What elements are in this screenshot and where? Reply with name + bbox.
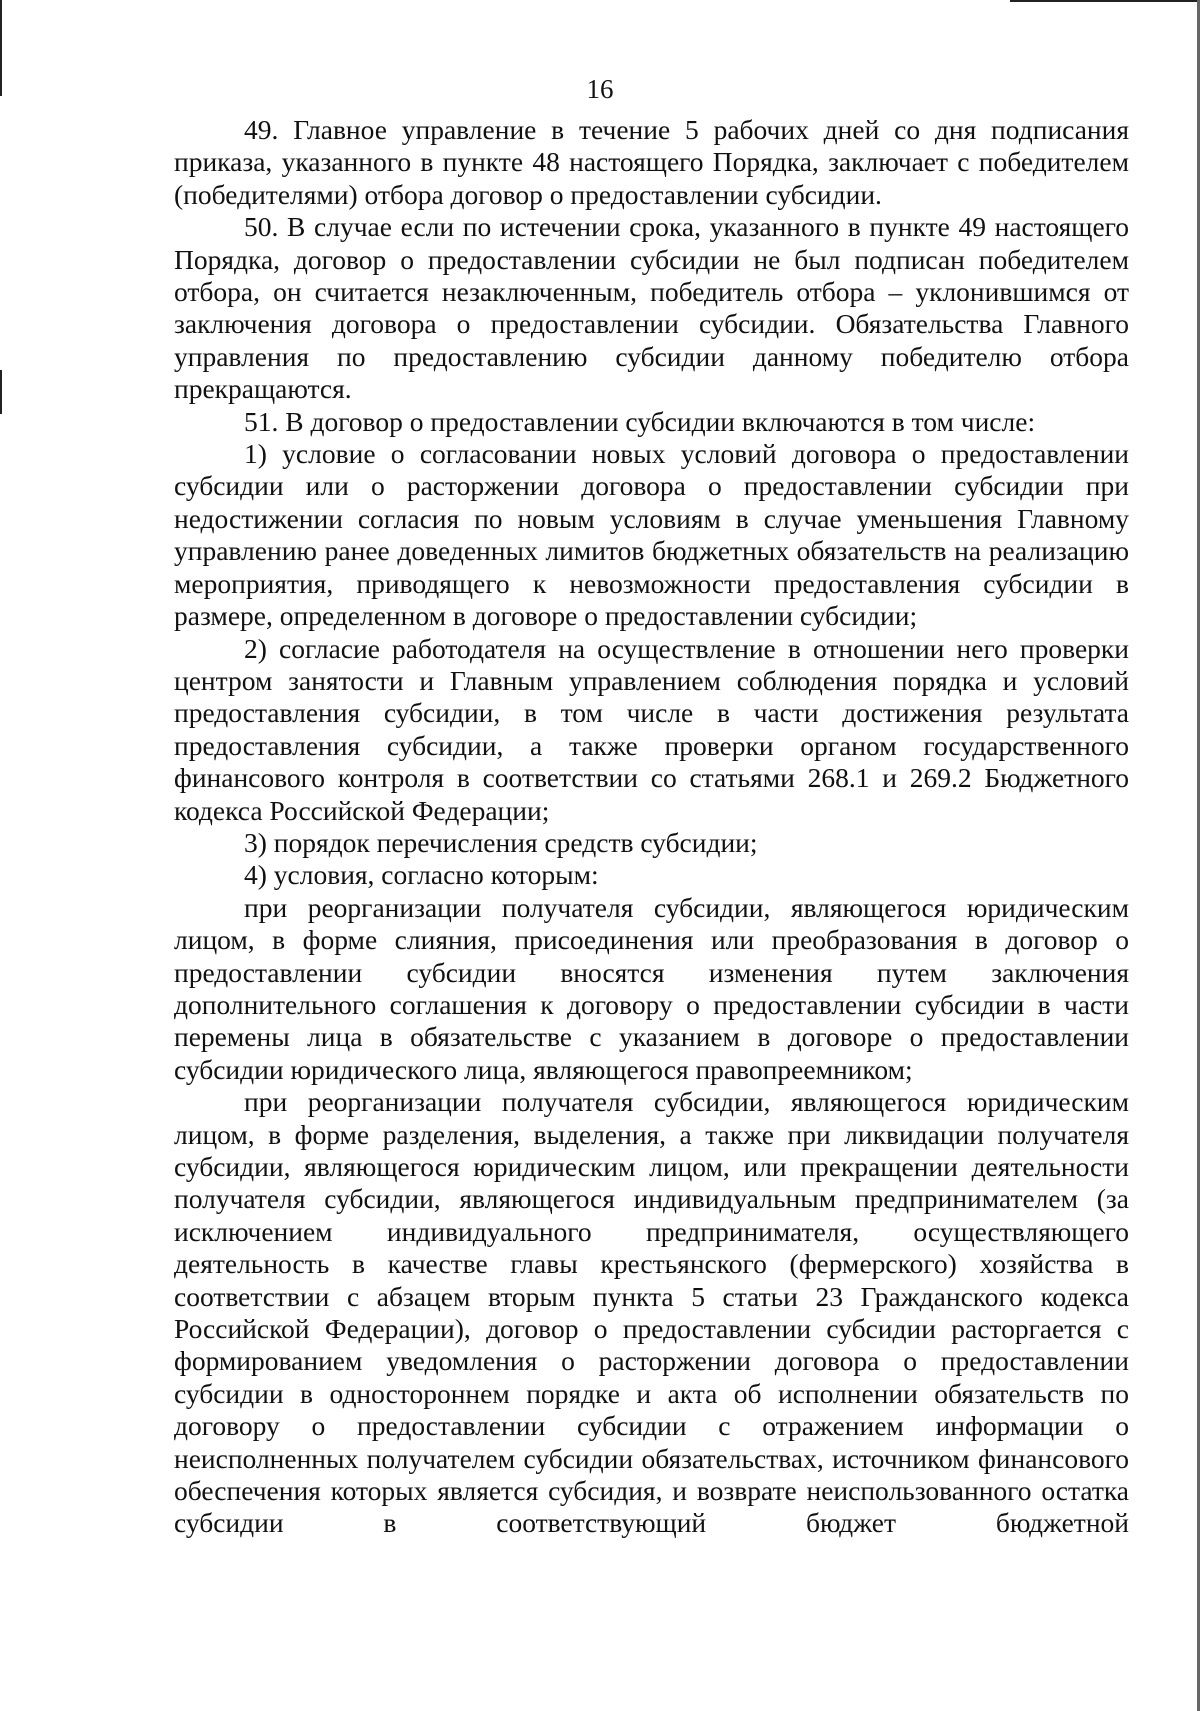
- scan-edge-mark-top-right: [1010, 0, 1200, 2]
- paragraph-49: 49. Главное управление в течение 5 рабочих дней со дня подписания приказа, указанного в пункте 48 настоящего Порядка, заключает с победителем (победителями) отбора договор о предоставлении субсидии.: [174, 114, 1129, 210]
- condition-reorganization-merger: при реорганизации получателя субсидии, являющегося юридическим лицом, в форме слияния, присоединения или преобразования в договор о предоставлении субсидии вносятся изменения путем заключения дополнительного соглашения к договору о предоставлении субсидии в части перемены лица в обязательстве с указанием в договоре о предоставлении субсидии юридического лица, являющегося правопреемником;: [174, 891, 1129, 1085]
- condition-reorganization-division: при реорганизации получателя субсидии, являющегося юридическим лицом, в форме разделения, выделения, а также при ликвидации получателя субсидии, являющегося юридическим лицом, или прекращении деятельности получателя субсидии, являющегося индивидуальным предпринимателем (за исключением индивидуального предпринимателя, осуществляющего деятельность в качестве главы крестьянского (фермерского) хозяйства в соответствии с абзацем вторым пункта 5 статьи 23 Гражданского кодекса Российской Федерации), договор о предоставлении субсидии расторгается с формированием уведомления о расторжении договора о предоставлении субсидии в одностороннем порядке и акта об исполнении обязательств по договору о предоставлении субсидии с отражением информации о неисполненных получателем субсидии обязательствах, источником финансового обеспечения которых является субсидия, и возврате неиспользованного остатка субсидии в соответствующий бюджет бюджетной: [174, 1086, 1129, 1539]
- list-item-3: 3) порядок перечисления средств субсидии;: [244, 826, 758, 858]
- list-item-2: 2) согласие работодателя на осуществление в отношении него проверки центром занятости и Главным управлением соблюдения порядка и условий предоставления субсидии, в том числе в части достижения результата предоставления субсидии, а также проверки органом государственного финансового контроля в соответствии со статьями 268.1 и 269.2 Бюджетного кодекса Российской Федерации;: [174, 632, 1129, 826]
- document-body: [174, 114, 1129, 1540]
- list-item-4: 4) условия, согласно которым:: [244, 859, 599, 891]
- page-number: 16: [586, 74, 614, 104]
- list-item-1: 1) условие о согласовании новых условий договора о предоставлении субсидии или о расторжении договора о предоставлении субсидии при недостижении согласия по новым условиям в случае уменьшения Главному управлению ранее доведенных лимитов бюджетных обязательств на реализацию мероприятия, приводящего к невозможности предоставления субсидии в размере, определенном в договоре о предоставлении субсидии;: [174, 438, 1129, 632]
- scan-edge-mark-left: [0, 370, 2, 414]
- paragraph-51: 51. В договор о предоставлении субсидии включаются в том числе:: [244, 405, 1036, 437]
- paragraph-50: 50. В случае если по истечении срока, указанного в пункте 49 настоящего Порядка, договор о предоставлении субсидии не был подписан победителем отбора, он считается незаключенным, победитель отбора – уклонившимся от заключения договора о предоставлении субсидии. Обязательства Главного управления по предоставлению субсидии данному победителю отбора прекращаются.: [174, 211, 1129, 405]
